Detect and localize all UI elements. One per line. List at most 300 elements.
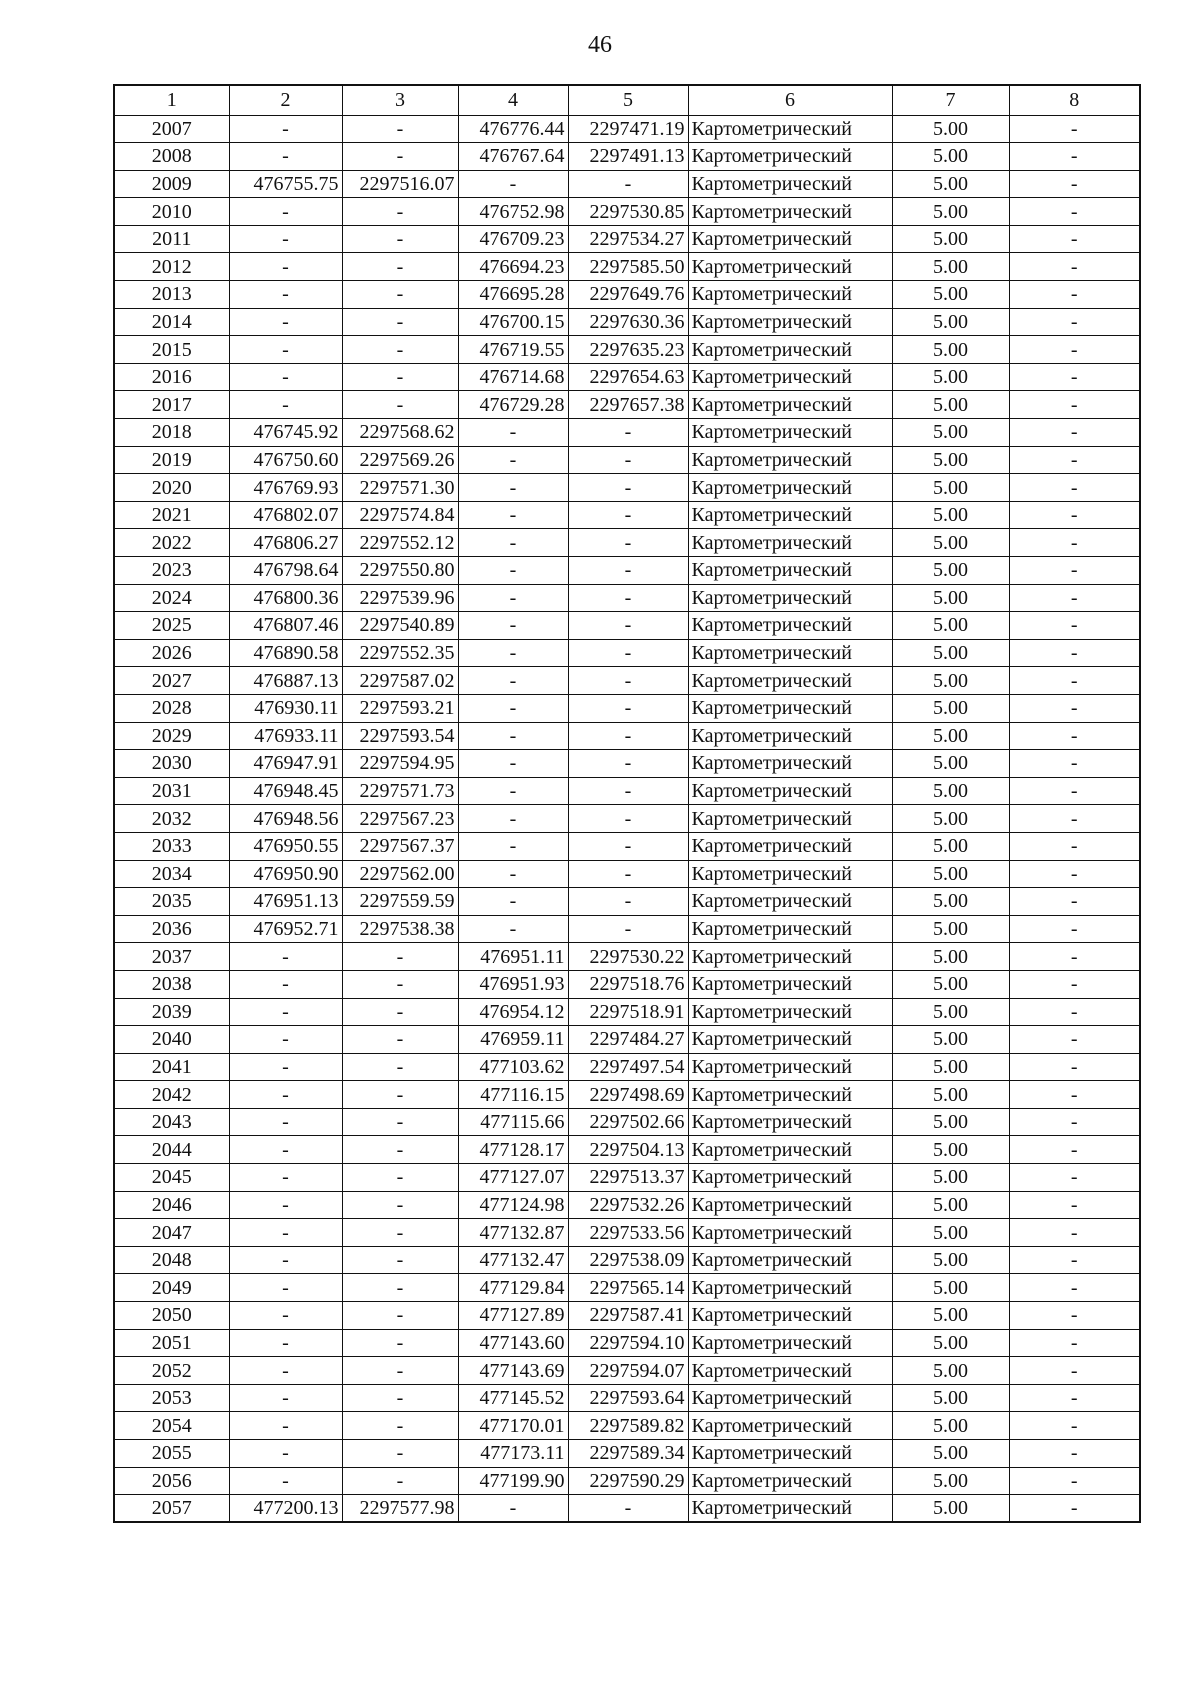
- old-x-cell: -: [229, 970, 342, 998]
- old-y-cell: -: [342, 1274, 458, 1302]
- point-number-cell: 2053: [114, 1384, 229, 1412]
- point-number-cell: 2040: [114, 1026, 229, 1054]
- accuracy-cell: 5.00: [892, 446, 1009, 474]
- table-row: [114, 888, 1140, 916]
- old-x-cell: 476951.13: [229, 888, 342, 916]
- description-cell: -: [1009, 970, 1140, 998]
- table-row: [114, 1081, 1140, 1109]
- table-row: [114, 198, 1140, 226]
- table-row: [114, 777, 1140, 805]
- old-x-cell: -: [229, 1246, 342, 1274]
- accuracy-cell: 5.00: [892, 1467, 1009, 1495]
- new-x-cell: 476714.68: [458, 363, 568, 391]
- point-number-cell: 2008: [114, 143, 229, 171]
- table-row: [114, 584, 1140, 612]
- new-y-cell: -: [568, 584, 688, 612]
- method-cell: Картометрический: [688, 198, 892, 226]
- old-y-cell: -: [342, 1053, 458, 1081]
- method-cell: Картометрический: [688, 722, 892, 750]
- new-x-cell: 476954.12: [458, 998, 568, 1026]
- point-number-cell: 2049: [114, 1274, 229, 1302]
- old-y-cell: -: [342, 281, 458, 309]
- new-y-cell: -: [568, 888, 688, 916]
- old-x-cell: -: [229, 308, 342, 336]
- old-x-cell: -: [229, 1219, 342, 1247]
- table-row: [114, 557, 1140, 585]
- new-y-cell: 2297518.76: [568, 970, 688, 998]
- description-cell: -: [1009, 308, 1140, 336]
- table-row: [114, 1108, 1140, 1136]
- old-y-cell: -: [342, 115, 458, 143]
- method-cell: Картометрический: [688, 1219, 892, 1247]
- column-header: 3: [342, 85, 458, 115]
- point-number-cell: 2057: [114, 1495, 229, 1523]
- accuracy-cell: 5.00: [892, 225, 1009, 253]
- method-cell: Картометрический: [688, 1467, 892, 1495]
- new-x-cell: -: [458, 639, 568, 667]
- accuracy-cell: 5.00: [892, 915, 1009, 943]
- old-x-cell: -: [229, 115, 342, 143]
- point-number-cell: 2014: [114, 308, 229, 336]
- new-x-cell: 477199.90: [458, 1467, 568, 1495]
- old-x-cell: 476750.60: [229, 446, 342, 474]
- method-cell: Картометрический: [688, 363, 892, 391]
- new-y-cell: 2297518.91: [568, 998, 688, 1026]
- point-number-cell: 2037: [114, 943, 229, 971]
- accuracy-cell: 5.00: [892, 115, 1009, 143]
- table-row: [114, 1026, 1140, 1054]
- old-x-cell: -: [229, 1357, 342, 1385]
- point-number-cell: 2044: [114, 1136, 229, 1164]
- description-cell: -: [1009, 225, 1140, 253]
- accuracy-cell: 5.00: [892, 336, 1009, 364]
- point-number-cell: 2038: [114, 970, 229, 998]
- old-y-cell: -: [342, 1191, 458, 1219]
- new-y-cell: 2297471.19: [568, 115, 688, 143]
- table-row: [114, 1191, 1140, 1219]
- column-header: 1: [114, 85, 229, 115]
- point-number-cell: 2028: [114, 694, 229, 722]
- method-cell: Картометрический: [688, 1329, 892, 1357]
- description-cell: -: [1009, 1219, 1140, 1247]
- point-number-cell: 2007: [114, 115, 229, 143]
- point-number-cell: 2052: [114, 1357, 229, 1385]
- method-cell: Картометрический: [688, 943, 892, 971]
- new-y-cell: -: [568, 832, 688, 860]
- method-cell: Картометрический: [688, 612, 892, 640]
- method-cell: Картометрический: [688, 143, 892, 171]
- old-y-cell: -: [342, 943, 458, 971]
- old-y-cell: 2297567.23: [342, 805, 458, 833]
- description-cell: -: [1009, 1495, 1140, 1523]
- accuracy-cell: 5.00: [892, 1329, 1009, 1357]
- accuracy-cell: 5.00: [892, 198, 1009, 226]
- method-cell: Картометрический: [688, 474, 892, 502]
- accuracy-cell: 5.00: [892, 1302, 1009, 1330]
- old-y-cell: 2297593.21: [342, 694, 458, 722]
- old-y-cell: 2297562.00: [342, 860, 458, 888]
- new-x-cell: 477132.87: [458, 1219, 568, 1247]
- point-number-cell: 2026: [114, 639, 229, 667]
- description-cell: -: [1009, 281, 1140, 309]
- table-row: [114, 1495, 1140, 1523]
- method-cell: Картометрический: [688, 501, 892, 529]
- point-number-cell: 2012: [114, 253, 229, 281]
- old-y-cell: -: [342, 998, 458, 1026]
- table-row: [114, 446, 1140, 474]
- new-x-cell: 477124.98: [458, 1191, 568, 1219]
- new-y-cell: 2297484.27: [568, 1026, 688, 1054]
- new-y-cell: -: [568, 1495, 688, 1523]
- method-cell: Картометрический: [688, 336, 892, 364]
- new-x-cell: 476959.11: [458, 1026, 568, 1054]
- point-number-cell: 2025: [114, 612, 229, 640]
- point-number-cell: 2055: [114, 1440, 229, 1468]
- new-y-cell: -: [568, 860, 688, 888]
- method-cell: Картометрический: [688, 915, 892, 943]
- point-number-cell: 2010: [114, 198, 229, 226]
- table-body: [114, 85, 1140, 1522]
- accuracy-cell: 5.00: [892, 860, 1009, 888]
- method-cell: Картометрический: [688, 115, 892, 143]
- new-x-cell: -: [458, 915, 568, 943]
- point-number-cell: 2045: [114, 1164, 229, 1192]
- method-cell: Картометрический: [688, 832, 892, 860]
- description-cell: -: [1009, 915, 1140, 943]
- new-y-cell: -: [568, 474, 688, 502]
- accuracy-cell: 5.00: [892, 1246, 1009, 1274]
- point-number-cell: 2054: [114, 1412, 229, 1440]
- method-cell: Картометрический: [688, 529, 892, 557]
- table-row: [114, 1357, 1140, 1385]
- table-row: [114, 1219, 1140, 1247]
- description-cell: -: [1009, 1412, 1140, 1440]
- new-x-cell: -: [458, 750, 568, 778]
- old-x-cell: -: [229, 1081, 342, 1109]
- old-y-cell: -: [342, 1412, 458, 1440]
- new-x-cell: -: [458, 474, 568, 502]
- new-y-cell: -: [568, 529, 688, 557]
- old-y-cell: 2297574.84: [342, 501, 458, 529]
- method-cell: Картометрический: [688, 281, 892, 309]
- old-x-cell: 476755.75: [229, 170, 342, 198]
- table-row: [114, 1164, 1140, 1192]
- table-row: [114, 308, 1140, 336]
- table-row: [114, 336, 1140, 364]
- description-cell: -: [1009, 557, 1140, 585]
- new-x-cell: 476951.93: [458, 970, 568, 998]
- new-y-cell: -: [568, 805, 688, 833]
- new-y-cell: 2297587.41: [568, 1302, 688, 1330]
- method-cell: Картометрический: [688, 1302, 892, 1330]
- old-x-cell: -: [229, 1026, 342, 1054]
- old-x-cell: -: [229, 253, 342, 281]
- accuracy-cell: 5.00: [892, 1274, 1009, 1302]
- new-y-cell: 2297502.66: [568, 1108, 688, 1136]
- accuracy-cell: 5.00: [892, 1081, 1009, 1109]
- point-number-cell: 2056: [114, 1467, 229, 1495]
- old-x-cell: 476807.46: [229, 612, 342, 640]
- point-number-cell: 2023: [114, 557, 229, 585]
- new-x-cell: -: [458, 501, 568, 529]
- old-y-cell: 2297594.95: [342, 750, 458, 778]
- description-cell: -: [1009, 1274, 1140, 1302]
- description-cell: -: [1009, 1136, 1140, 1164]
- old-y-cell: 2297552.35: [342, 639, 458, 667]
- old-y-cell: 2297539.96: [342, 584, 458, 612]
- new-y-cell: -: [568, 557, 688, 585]
- point-number-cell: 2042: [114, 1081, 229, 1109]
- point-number-cell: 2021: [114, 501, 229, 529]
- old-x-cell: -: [229, 198, 342, 226]
- column-header: 2: [229, 85, 342, 115]
- description-cell: -: [1009, 777, 1140, 805]
- point-number-cell: 2024: [114, 584, 229, 612]
- new-x-cell: 476709.23: [458, 225, 568, 253]
- new-x-cell: 477170.01: [458, 1412, 568, 1440]
- description-cell: -: [1009, 1191, 1140, 1219]
- old-y-cell: 2297569.26: [342, 446, 458, 474]
- new-y-cell: 2297504.13: [568, 1136, 688, 1164]
- old-x-cell: -: [229, 281, 342, 309]
- new-x-cell: -: [458, 860, 568, 888]
- old-x-cell: 476948.45: [229, 777, 342, 805]
- point-number-cell: 2041: [114, 1053, 229, 1081]
- old-y-cell: 2297593.54: [342, 722, 458, 750]
- point-number-cell: 2046: [114, 1191, 229, 1219]
- old-x-cell: 476745.92: [229, 419, 342, 447]
- accuracy-cell: 5.00: [892, 1495, 1009, 1523]
- new-y-cell: 2297491.13: [568, 143, 688, 171]
- point-number-cell: 2013: [114, 281, 229, 309]
- method-cell: Картометрический: [688, 1495, 892, 1523]
- method-cell: Картометрический: [688, 308, 892, 336]
- method-cell: Картометрический: [688, 1026, 892, 1054]
- column-header: 7: [892, 85, 1009, 115]
- table-row: [114, 750, 1140, 778]
- column-header: 4: [458, 85, 568, 115]
- old-y-cell: 2297567.37: [342, 832, 458, 860]
- old-x-cell: -: [229, 336, 342, 364]
- new-x-cell: 476694.23: [458, 253, 568, 281]
- table-row: [114, 253, 1140, 281]
- accuracy-cell: 5.00: [892, 1026, 1009, 1054]
- accuracy-cell: 5.00: [892, 1136, 1009, 1164]
- method-cell: Картометрический: [688, 750, 892, 778]
- description-cell: -: [1009, 1108, 1140, 1136]
- accuracy-cell: 5.00: [892, 557, 1009, 585]
- description-cell: -: [1009, 1302, 1140, 1330]
- old-y-cell: 2297516.07: [342, 170, 458, 198]
- description-cell: -: [1009, 391, 1140, 419]
- new-y-cell: 2297654.63: [568, 363, 688, 391]
- old-x-cell: -: [229, 1384, 342, 1412]
- method-cell: Картометрический: [688, 1274, 892, 1302]
- method-cell: Картометрический: [688, 225, 892, 253]
- old-x-cell: 476948.56: [229, 805, 342, 833]
- description-cell: -: [1009, 694, 1140, 722]
- description-cell: -: [1009, 612, 1140, 640]
- description-cell: -: [1009, 336, 1140, 364]
- accuracy-cell: 5.00: [892, 1053, 1009, 1081]
- new-y-cell: 2297594.07: [568, 1357, 688, 1385]
- old-y-cell: 2297559.59: [342, 888, 458, 916]
- accuracy-cell: 5.00: [892, 998, 1009, 1026]
- description-cell: -: [1009, 832, 1140, 860]
- method-cell: Картометрический: [688, 998, 892, 1026]
- accuracy-cell: 5.00: [892, 1164, 1009, 1192]
- old-y-cell: 2297552.12: [342, 529, 458, 557]
- old-x-cell: -: [229, 1053, 342, 1081]
- table-row: [114, 970, 1140, 998]
- description-cell: -: [1009, 115, 1140, 143]
- old-x-cell: -: [229, 391, 342, 419]
- new-x-cell: 476719.55: [458, 336, 568, 364]
- accuracy-cell: 5.00: [892, 943, 1009, 971]
- accuracy-cell: 5.00: [892, 584, 1009, 612]
- new-x-cell: -: [458, 170, 568, 198]
- table-row: [114, 860, 1140, 888]
- accuracy-cell: 5.00: [892, 419, 1009, 447]
- old-x-cell: 476950.90: [229, 860, 342, 888]
- point-number-cell: 2043: [114, 1108, 229, 1136]
- accuracy-cell: 5.00: [892, 722, 1009, 750]
- old-x-cell: 476800.36: [229, 584, 342, 612]
- old-y-cell: 2297568.62: [342, 419, 458, 447]
- point-number-cell: 2031: [114, 777, 229, 805]
- old-y-cell: -: [342, 391, 458, 419]
- method-cell: Картометрический: [688, 1440, 892, 1468]
- description-cell: -: [1009, 1053, 1140, 1081]
- table-row: [114, 915, 1140, 943]
- old-x-cell: -: [229, 1302, 342, 1330]
- new-y-cell: -: [568, 170, 688, 198]
- old-y-cell: -: [342, 1164, 458, 1192]
- old-y-cell: -: [342, 1081, 458, 1109]
- old-y-cell: -: [342, 1329, 458, 1357]
- description-cell: -: [1009, 446, 1140, 474]
- old-y-cell: 2297571.73: [342, 777, 458, 805]
- method-cell: Картометрический: [688, 805, 892, 833]
- accuracy-cell: 5.00: [892, 474, 1009, 502]
- new-x-cell: 476695.28: [458, 281, 568, 309]
- new-y-cell: -: [568, 722, 688, 750]
- method-cell: Картометрический: [688, 777, 892, 805]
- old-x-cell: 477200.13: [229, 1495, 342, 1523]
- new-x-cell: 477128.17: [458, 1136, 568, 1164]
- table-row: [114, 667, 1140, 695]
- new-y-cell: 2297534.27: [568, 225, 688, 253]
- method-cell: Картометрический: [688, 667, 892, 695]
- description-cell: -: [1009, 667, 1140, 695]
- new-x-cell: 476700.15: [458, 308, 568, 336]
- table-row: [114, 1384, 1140, 1412]
- description-cell: -: [1009, 750, 1140, 778]
- table-row: [114, 1467, 1140, 1495]
- table-row: [114, 419, 1140, 447]
- point-number-cell: 2029: [114, 722, 229, 750]
- old-y-cell: -: [342, 1026, 458, 1054]
- accuracy-cell: 5.00: [892, 750, 1009, 778]
- old-y-cell: -: [342, 1246, 458, 1274]
- method-cell: Картометрический: [688, 694, 892, 722]
- method-cell: Картометрический: [688, 446, 892, 474]
- point-number-cell: 2009: [114, 170, 229, 198]
- point-number-cell: 2051: [114, 1329, 229, 1357]
- table-row: [114, 1329, 1140, 1357]
- method-cell: Картометрический: [688, 1081, 892, 1109]
- new-y-cell: -: [568, 501, 688, 529]
- new-y-cell: 2297635.23: [568, 336, 688, 364]
- new-x-cell: 476752.98: [458, 198, 568, 226]
- table-row: [114, 363, 1140, 391]
- table-row: [114, 1274, 1140, 1302]
- new-y-cell: -: [568, 419, 688, 447]
- description-cell: -: [1009, 639, 1140, 667]
- description-cell: -: [1009, 170, 1140, 198]
- method-cell: Картометрический: [688, 888, 892, 916]
- method-cell: Картометрический: [688, 253, 892, 281]
- old-y-cell: -: [342, 225, 458, 253]
- old-y-cell: 2297571.30: [342, 474, 458, 502]
- new-y-cell: 2297657.38: [568, 391, 688, 419]
- old-x-cell: -: [229, 1164, 342, 1192]
- table-row: [114, 501, 1140, 529]
- new-x-cell: 477132.47: [458, 1246, 568, 1274]
- point-number-cell: 2017: [114, 391, 229, 419]
- new-y-cell: -: [568, 667, 688, 695]
- method-cell: Картометрический: [688, 1246, 892, 1274]
- old-x-cell: -: [229, 143, 342, 171]
- new-y-cell: 2297497.54: [568, 1053, 688, 1081]
- old-y-cell: 2297538.38: [342, 915, 458, 943]
- method-cell: Картометрический: [688, 1191, 892, 1219]
- old-x-cell: -: [229, 1440, 342, 1468]
- method-cell: Картометрический: [688, 1412, 892, 1440]
- new-x-cell: 477129.84: [458, 1274, 568, 1302]
- new-y-cell: 2297532.26: [568, 1191, 688, 1219]
- accuracy-cell: 5.00: [892, 391, 1009, 419]
- accuracy-cell: 5.00: [892, 639, 1009, 667]
- old-x-cell: 476798.64: [229, 557, 342, 585]
- table-row: [114, 943, 1140, 971]
- description-cell: -: [1009, 474, 1140, 502]
- description-cell: -: [1009, 501, 1140, 529]
- new-x-cell: 477116.15: [458, 1081, 568, 1109]
- new-y-cell: -: [568, 446, 688, 474]
- point-number-cell: 2018: [114, 419, 229, 447]
- description-cell: -: [1009, 143, 1140, 171]
- accuracy-cell: 5.00: [892, 1440, 1009, 1468]
- description-cell: -: [1009, 1081, 1140, 1109]
- old-y-cell: -: [342, 1467, 458, 1495]
- table-row: [114, 474, 1140, 502]
- new-y-cell: 2297585.50: [568, 253, 688, 281]
- point-number-cell: 2015: [114, 336, 229, 364]
- new-y-cell: 2297589.34: [568, 1440, 688, 1468]
- description-cell: -: [1009, 1329, 1140, 1357]
- new-x-cell: -: [458, 888, 568, 916]
- old-x-cell: 476933.11: [229, 722, 342, 750]
- new-x-cell: 477143.60: [458, 1329, 568, 1357]
- new-x-cell: -: [458, 446, 568, 474]
- new-x-cell: -: [458, 805, 568, 833]
- accuracy-cell: 5.00: [892, 1357, 1009, 1385]
- method-cell: Картометрический: [688, 584, 892, 612]
- old-x-cell: 476769.93: [229, 474, 342, 502]
- new-y-cell: 2297630.36: [568, 308, 688, 336]
- old-x-cell: -: [229, 1191, 342, 1219]
